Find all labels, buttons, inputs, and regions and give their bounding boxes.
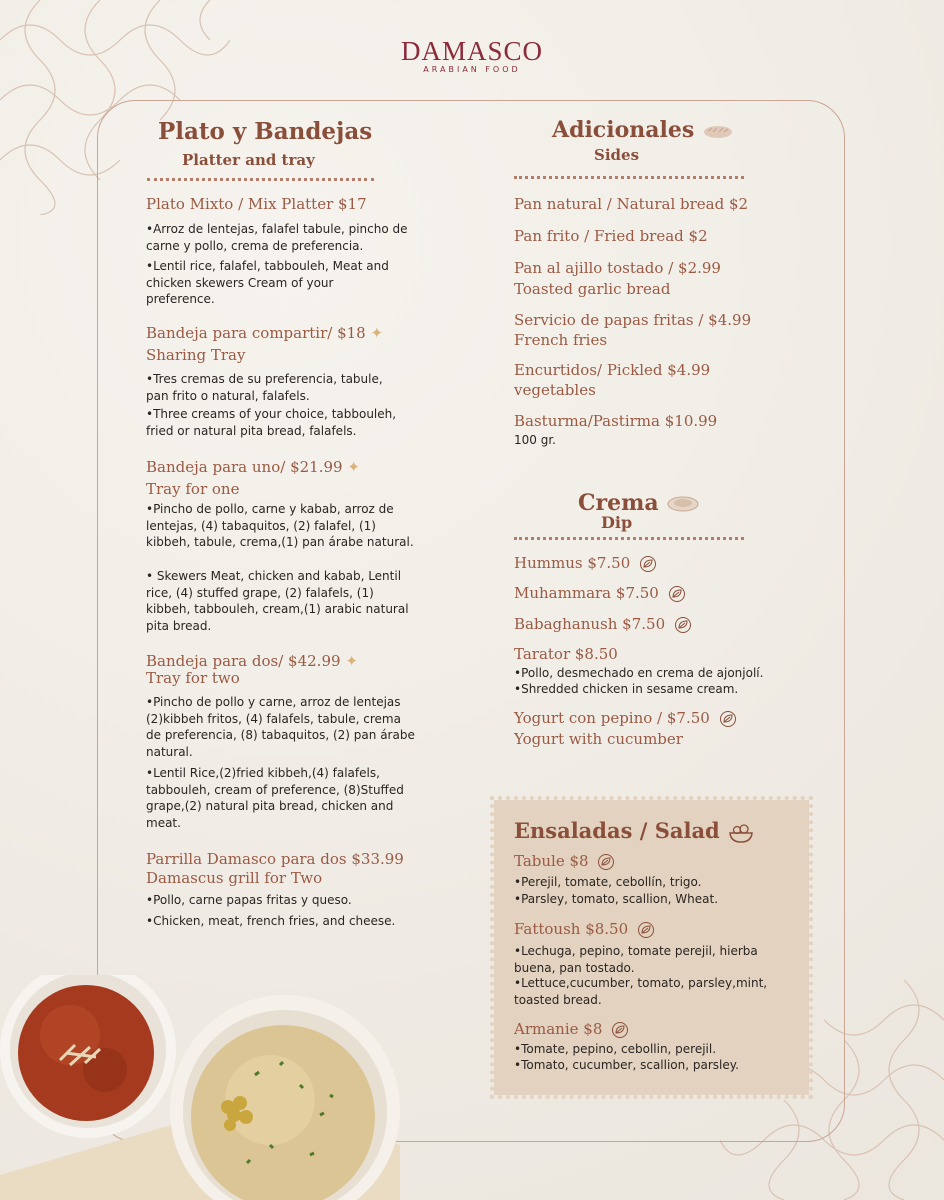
sides-section-subtitle: Sides bbox=[594, 146, 640, 164]
menu-item-desc-en: •Lentil Rice,(2)fried kibbeh,(4) falafels, tabbouleh, cream of preference, (8)Stuffed grape,(2) natural pita bread, chicken and meat. bbox=[146, 766, 404, 830]
salad-item-desc-en: •Tomato, cucumber, scallion, parsley. bbox=[514, 1058, 739, 1072]
dip-item-en: Yogurt with cucumber bbox=[514, 730, 683, 748]
salad-item bbox=[514, 919, 655, 940]
dip-item-text: Hummus $7.50 bbox=[514, 554, 631, 572]
menu-item-desc-es: •Arroz de lentejas, falafel tabule, pincho de carne y pollo, crema de preferencia. bbox=[146, 222, 408, 253]
salad-item-desc-en: •Lettuce,cucumber, tomato, parsley,mint, toasted bread. bbox=[514, 976, 768, 1007]
dip-item bbox=[514, 583, 686, 604]
menu-item-name-text: Bandeja para dos/ $42.99 bbox=[146, 652, 341, 670]
sparkle-icon: ✦ bbox=[347, 458, 360, 476]
bread-icon bbox=[702, 122, 734, 140]
vegan-leaf-icon bbox=[639, 555, 657, 573]
dip-item bbox=[514, 553, 657, 574]
dip-item bbox=[514, 614, 692, 635]
platter-section-title: Plato y Bandejas bbox=[158, 118, 373, 145]
menu-item-name-text: Bandeja para compartir/ $18 bbox=[146, 324, 366, 342]
dip-bowl-icon bbox=[666, 494, 700, 514]
brand-tagline: ARABIAN FOOD bbox=[423, 65, 521, 74]
vegan-leaf-icon bbox=[597, 853, 615, 871]
side-item-note: 100 gr. bbox=[514, 433, 556, 447]
menu-item-desc-es: •Pincho de pollo y carne, arroz de lentejas (2)kibbeh fritos, (4) falafels, tabule, crema de preferencia, (8) tabaquitos, (2) pan árabe natural. bbox=[146, 695, 415, 759]
salad-item-desc-es: •Lechuga, pepino, tomate perejil, hierba buena, pan tostado. bbox=[514, 944, 758, 975]
salad-item-name: Fattoush $8.50 bbox=[514, 920, 629, 938]
dip-item-text: Muhammara $7.50 bbox=[514, 584, 659, 602]
dip-item: Tarator $8.50 bbox=[514, 645, 618, 663]
salad-item bbox=[514, 851, 615, 872]
dip-section-subtitle: Dip bbox=[601, 513, 633, 532]
vegan-leaf-icon bbox=[668, 585, 686, 603]
side-item-en: French fries bbox=[514, 331, 608, 349]
side-item: Pan al ajillo tostado / $2.99 bbox=[514, 259, 721, 277]
dip-item-desc-en: •Shredded chicken in sesame cream. bbox=[514, 682, 739, 696]
sides-divider bbox=[514, 176, 744, 179]
side-item-en: vegetables bbox=[514, 381, 596, 399]
menu-item-desc-es: •Tres cremas de su preferencia, tabule, pan frito o natural, falafels. bbox=[146, 372, 383, 403]
dip-title-text: Crema bbox=[578, 490, 659, 516]
brand-name: DAMASCO bbox=[400, 36, 544, 66]
salad-bowl-icon bbox=[727, 822, 755, 844]
menu-item-name-en: Tray for two bbox=[146, 669, 240, 687]
salad-item bbox=[514, 1019, 629, 1040]
sides-section-title bbox=[552, 117, 734, 143]
dip-item-desc-es: •Pollo, desmechado en crema de ajonjolí. bbox=[514, 666, 764, 680]
salad-item-name: Tabule $8 bbox=[514, 852, 589, 870]
side-item: Servicio de papas fritas / $4.99 bbox=[514, 311, 752, 329]
platter-divider bbox=[147, 178, 374, 181]
menu-item-desc-en: •Lentil rice, falafel, tabbouleh, Meat and chicken skewers Cream of your preference. bbox=[146, 259, 389, 306]
side-item: Encurtidos/ Pickled $4.99 bbox=[514, 361, 711, 379]
salad-item-desc-es: •Tomate, pepino, cebollin, perejil. bbox=[514, 1042, 717, 1056]
salad-item-desc-es: •Perejil, tomate, cebollín, trigo. bbox=[514, 875, 702, 889]
menu-item-desc-en: •Chicken, meat, french fries, and cheese. bbox=[146, 914, 396, 928]
dip-item bbox=[514, 708, 737, 729]
menu-item-name bbox=[146, 323, 383, 344]
menu-item-name-en: Sharing Tray bbox=[146, 346, 246, 364]
platter-section-subtitle: Platter and tray bbox=[182, 151, 315, 169]
menu-item-name-en: Tray for one bbox=[146, 480, 240, 498]
sides-title-text: Adicionales bbox=[552, 117, 695, 143]
vegan-leaf-icon bbox=[611, 1021, 629, 1039]
side-item-en: Toasted garlic bread bbox=[514, 280, 671, 298]
menu-item-name-text: Bandeja para uno/ $21.99 bbox=[146, 458, 343, 476]
sparkle-icon: ✦ bbox=[370, 324, 384, 342]
menu-item-desc-en: •Three creams of your choice, tabbouleh, fried or natural pita bread, falafels. bbox=[146, 407, 397, 438]
menu-item-name: Plato Mixto / Mix Platter $17 bbox=[146, 195, 367, 213]
salad-title-text: Ensaladas / Salad bbox=[514, 818, 720, 843]
menu-item-desc-es: •Pincho de pollo, carne y kabab, arroz de lentejas, (4) tabaquitos, (2) falafel, (1) kibbeh, tabule, crema,(1) pan árabe natural. bbox=[146, 502, 414, 549]
sparkle-icon: ✦ bbox=[345, 652, 358, 670]
dip-section-title bbox=[578, 490, 700, 516]
food-photo-bowls bbox=[0, 975, 400, 1200]
side-item: Pan natural / Natural bread $2 bbox=[514, 195, 749, 213]
vegan-leaf-icon bbox=[719, 710, 737, 728]
vegan-leaf-icon bbox=[674, 616, 692, 634]
side-item: Pan frito / Fried bread $2 bbox=[514, 227, 708, 245]
menu-item-desc-en: • Skewers Meat, chicken and kabab, Lentil rice, (4) stuffed grape, (2) falafels, (1) kibbeh, tabbouleh, cream,(1) arabic natural pita bread. bbox=[146, 569, 409, 633]
salad-item-name: Armanie $8 bbox=[514, 1020, 603, 1038]
dip-item-text: Yogurt con pepino / $7.50 bbox=[514, 709, 710, 727]
dip-divider bbox=[514, 537, 744, 540]
menu-item-name bbox=[146, 457, 360, 478]
salad-item-desc-en: •Parsley, tomato, scallion, Wheat. bbox=[514, 892, 719, 906]
menu-item-name-en: Damascus grill for Two bbox=[146, 869, 323, 887]
dip-item-text: Babaghanush $7.50 bbox=[514, 615, 666, 633]
side-item: Basturma/Pastirma $10.99 bbox=[514, 412, 718, 430]
salad-section-title bbox=[514, 818, 755, 844]
menu-item-name: Parrilla Damasco para dos $33.99 bbox=[146, 850, 404, 868]
brand-header bbox=[0, 36, 944, 74]
vegan-leaf-icon bbox=[637, 921, 655, 939]
menu-item-desc-es: •Pollo, carne papas fritas y queso. bbox=[146, 893, 352, 907]
